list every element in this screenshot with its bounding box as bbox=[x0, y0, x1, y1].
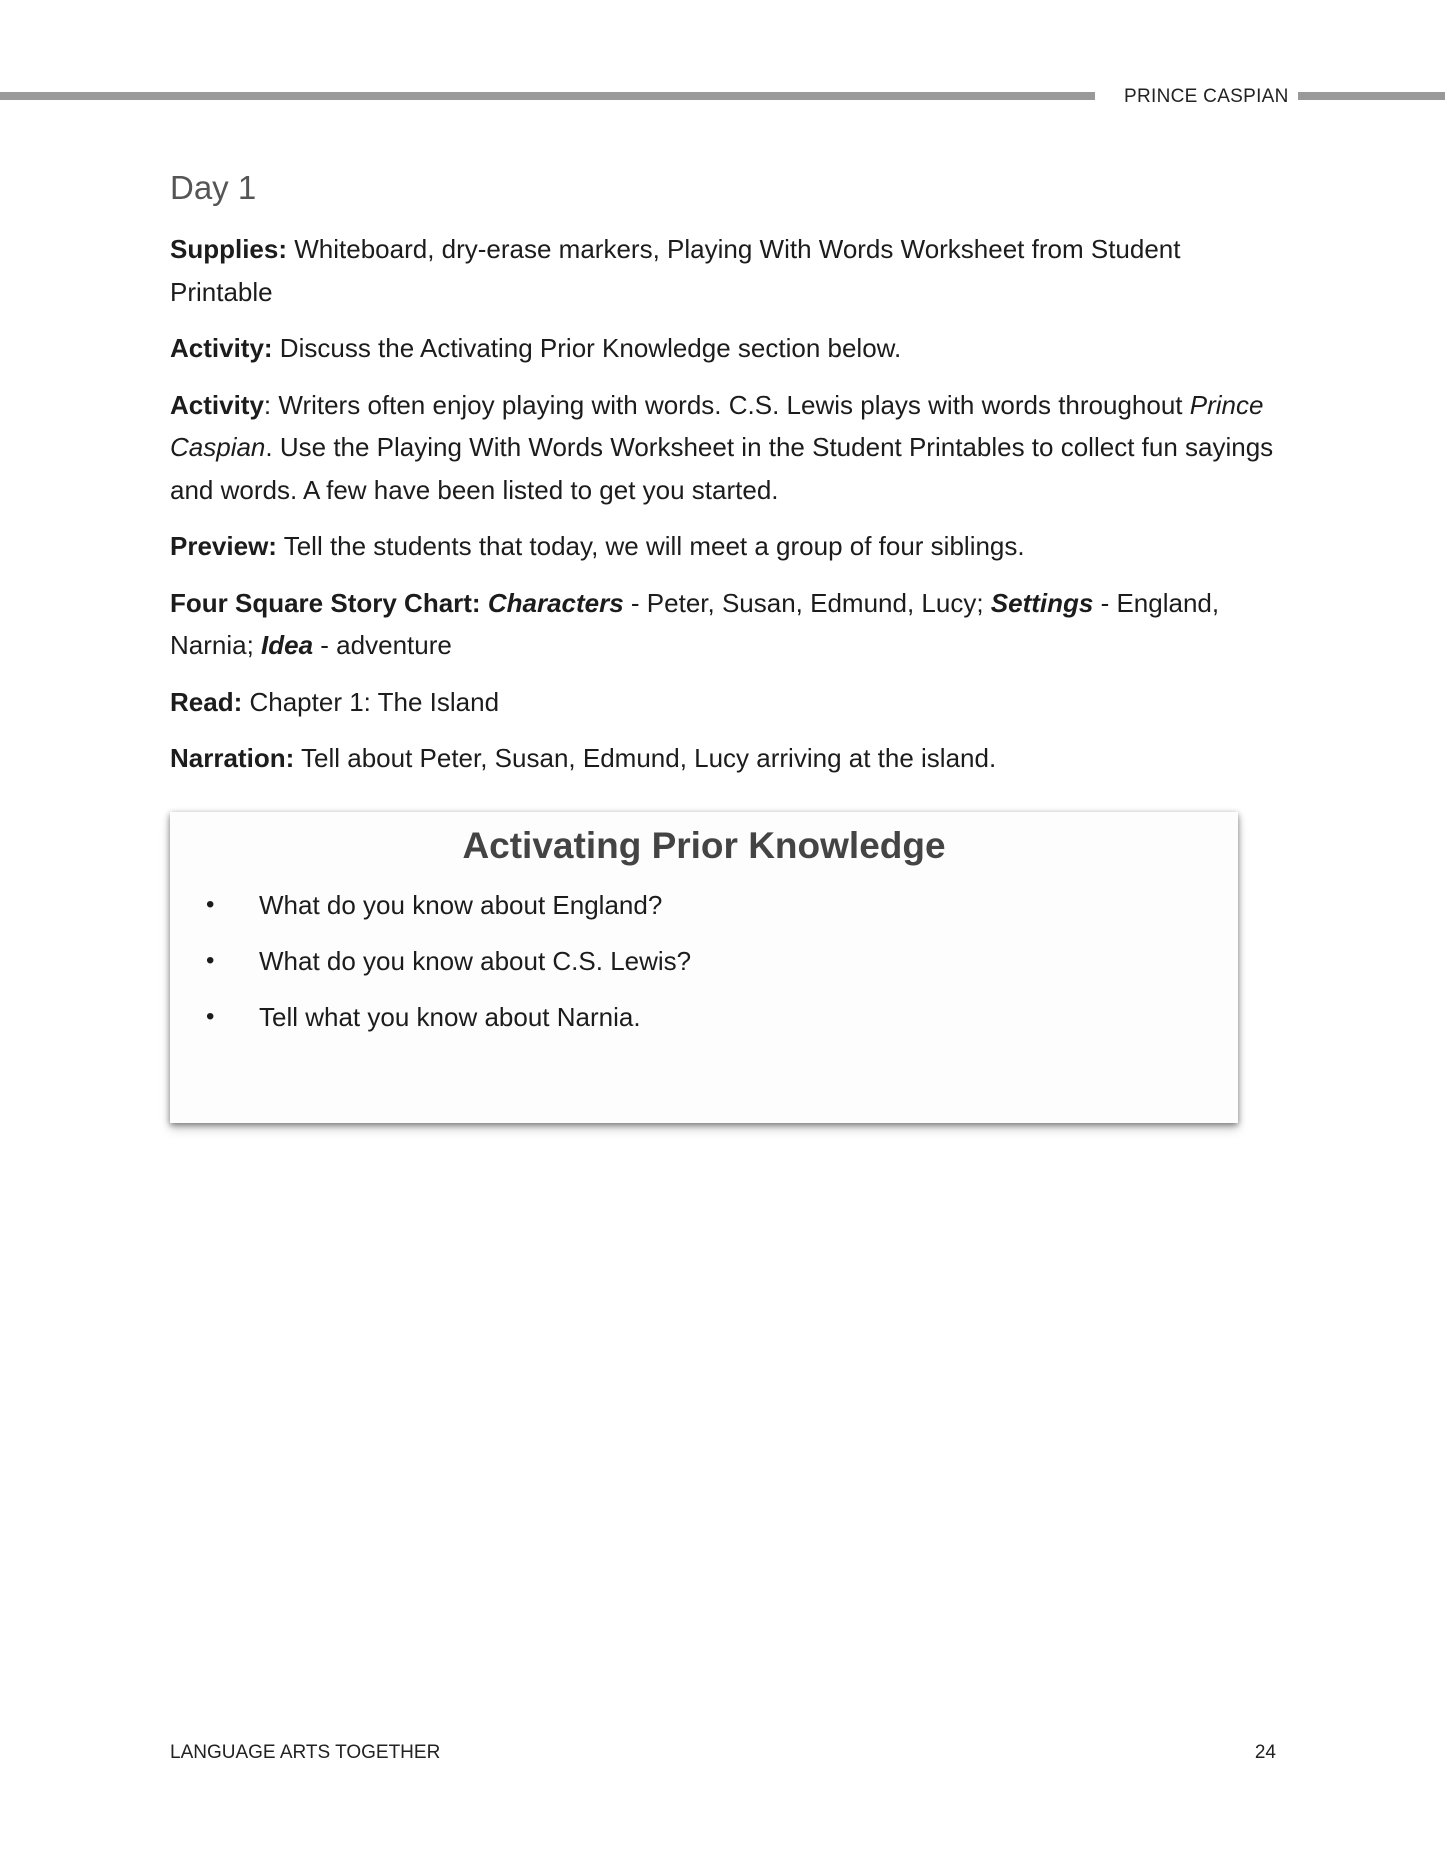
prior-knowledge-list bbox=[170, 884, 1238, 1038]
supplies-label: Supplies: bbox=[170, 234, 288, 264]
bullet-icon: • bbox=[206, 891, 215, 918]
idea-text: - adventure bbox=[313, 630, 452, 660]
question-text: What do you know about C.S. Lewis? bbox=[259, 946, 692, 976]
prior-knowledge-title: Activating Prior Knowledge bbox=[462, 825, 946, 866]
preview-paragraph bbox=[170, 525, 1280, 568]
running-head: PRINCE CASPIAN bbox=[1124, 86, 1289, 107]
read-label: Read: bbox=[170, 686, 243, 717]
activity-text: . Use the Playing With Words Worksheet in the Student Printables to collect fun sayings and words. A few have been listed to get you started. bbox=[170, 432, 1274, 505]
question-text: What do you know about England? bbox=[259, 890, 663, 920]
list-item bbox=[170, 940, 1238, 982]
book-title-italic: Prince Caspian bbox=[170, 389, 1264, 462]
characters-label: Characters bbox=[487, 587, 624, 618]
question-text: Tell what you know about Narnia. bbox=[259, 1002, 641, 1032]
activity-label: Activity: bbox=[170, 333, 273, 363]
supplies-text: Whiteboard, dry-erase markers, Playing With Words Worksheet from Student Printable bbox=[170, 234, 1181, 307]
activity-paragraph-1 bbox=[170, 327, 1280, 370]
idea-label: Idea bbox=[261, 630, 314, 660]
settings-text: - England, Narnia; bbox=[170, 587, 1220, 660]
preview-label: Preview: bbox=[170, 531, 277, 561]
header-rule-left bbox=[0, 92, 1095, 100]
activity-label: Activity bbox=[170, 389, 264, 420]
narration-label: Narration: bbox=[170, 743, 295, 773]
activity-text: Discuss the Activating Prior Knowledge section below. bbox=[272, 333, 902, 363]
narration-text: Tell about Peter, Susan, Edmund, Lucy arriving at the island. bbox=[294, 743, 997, 773]
settings-label: Settings bbox=[990, 587, 1094, 618]
list-item bbox=[170, 996, 1238, 1038]
day-title: Day 1 bbox=[170, 169, 257, 206]
activity-paragraph-2 bbox=[170, 384, 1280, 512]
page-number: 24 bbox=[1254, 1742, 1276, 1763]
bullet-icon: • bbox=[206, 947, 215, 974]
list-item bbox=[170, 884, 1238, 926]
read-text: Chapter 1: The Island bbox=[242, 686, 500, 717]
activity-text: : Writers often enjoy playing with words. C.S. Lewis plays with words throughout bbox=[263, 389, 1190, 420]
lesson-content bbox=[170, 166, 1280, 794]
prior-knowledge-box bbox=[170, 812, 1238, 1123]
supplies-paragraph bbox=[170, 228, 1280, 313]
four-square-paragraph bbox=[170, 582, 1280, 667]
header-rule-right bbox=[1298, 92, 1445, 100]
characters-text: - Peter, Susan, Edmund, Lucy; bbox=[623, 587, 991, 618]
four-square-label: Four Square Story Chart: bbox=[170, 587, 481, 618]
narration-paragraph bbox=[170, 737, 1280, 780]
read-paragraph bbox=[170, 681, 1280, 724]
preview-text: Tell the students that today, we will meet a group of four siblings. bbox=[276, 531, 1025, 561]
bullet-icon: • bbox=[206, 1003, 215, 1030]
footer-book-title: LANGUAGE ARTS TOGETHER bbox=[170, 1742, 441, 1763]
